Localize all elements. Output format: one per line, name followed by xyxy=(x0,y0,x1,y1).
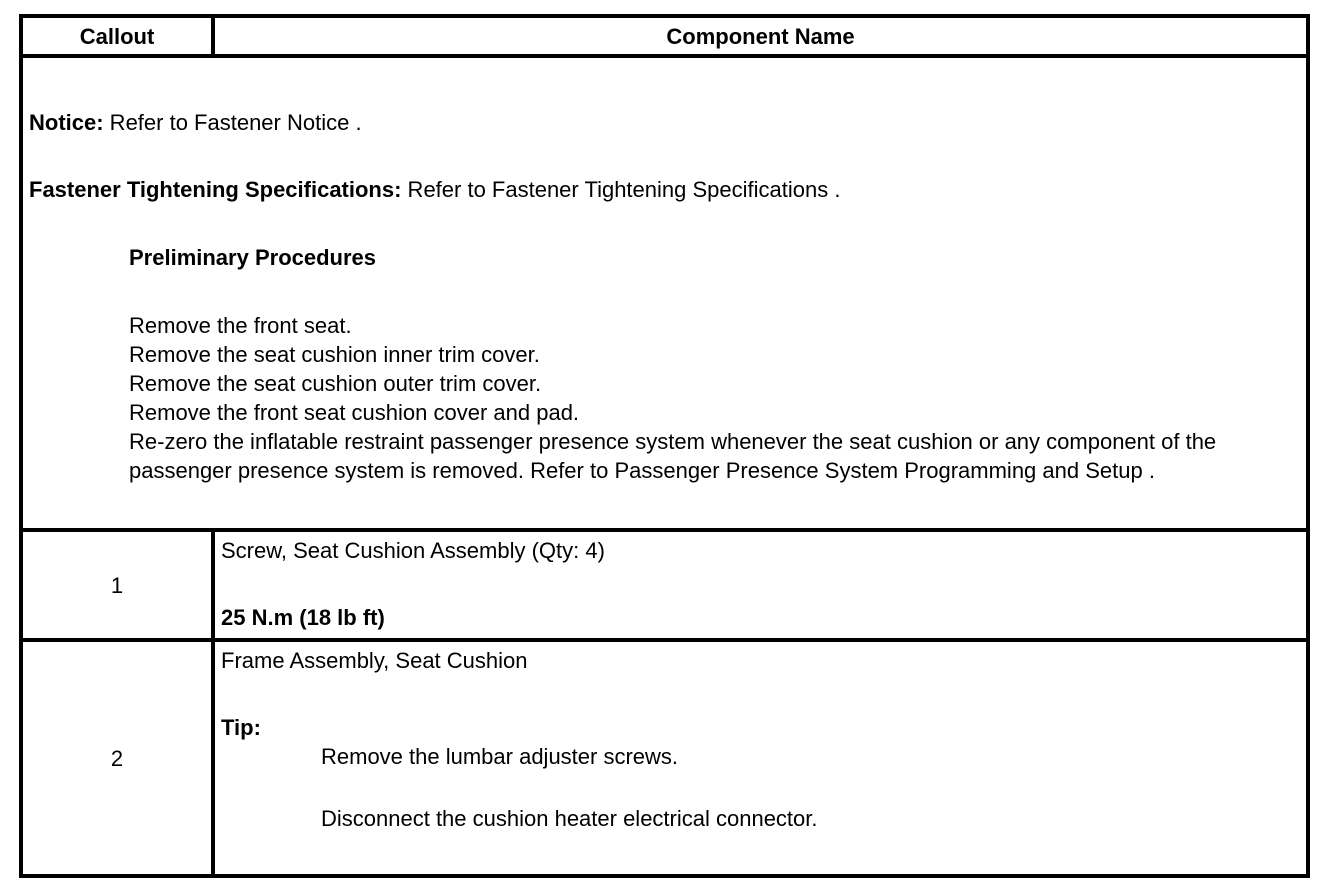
procedure-table xyxy=(19,14,1310,878)
component-name: Screw, Seat Cushion Assembly (Qty: 4) xyxy=(221,538,605,563)
table-row xyxy=(21,530,1308,640)
spec-label: Fastener Tightening Specifications: xyxy=(29,177,402,202)
table-row xyxy=(21,640,1308,876)
component-cell xyxy=(213,530,1308,640)
spec-line xyxy=(29,175,1300,204)
torque-spec: 25 N.m (18 lb ft) xyxy=(221,605,385,630)
notice-text: Refer to Fastener Notice . xyxy=(103,110,362,135)
spec-text: Refer to Fastener Tightening Specifications . xyxy=(401,177,841,202)
preliminary-title: Preliminary Procedures xyxy=(129,245,377,270)
preliminary-step: Re-zero the inflatable restraint passenger presence system whenever the seat cushion or any component of the passenger presence system is removed. Refer to Passenger Presence System Programming and Setup . xyxy=(129,429,1217,483)
preliminary-step: Remove the front seat. xyxy=(129,313,352,338)
notice-label: Notice: xyxy=(29,110,104,135)
intro-row xyxy=(21,56,1308,530)
preliminary-step: Remove the seat cushion outer trim cover. xyxy=(129,371,542,396)
preliminary-step: Remove the front seat cushion cover and pad. xyxy=(129,400,580,425)
intro-cell xyxy=(21,56,1308,530)
callout-number: 1 xyxy=(21,530,213,640)
callout-number: 2 xyxy=(21,640,213,876)
header-row xyxy=(21,16,1308,56)
notice-line xyxy=(29,108,1300,137)
component-name: Frame Assembly, Seat Cushion xyxy=(221,648,528,673)
tip-step: Remove the lumbar adjuster screws. xyxy=(321,744,679,769)
component-cell xyxy=(213,640,1308,876)
component-name-header: Component Name xyxy=(213,16,1308,56)
preliminary-steps xyxy=(29,311,1300,485)
callout-header: Callout xyxy=(21,16,213,56)
preliminary-step: Remove the seat cushion inner trim cover. xyxy=(129,342,540,367)
tip-label: Tip: xyxy=(221,715,261,740)
tip-step: Disconnect the cushion heater electrical connector. xyxy=(321,806,818,831)
